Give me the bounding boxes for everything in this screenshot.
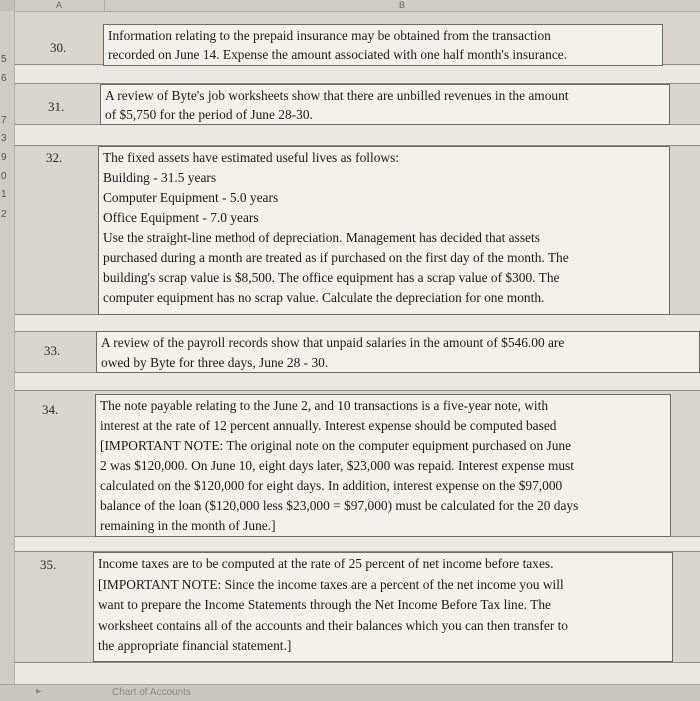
text-line: balance of the loan ($120,000 less $23,000 = $97,000) must be calculated for the 20 days [100,498,579,513]
column-header-bar [0,0,700,12]
item-text-cell[interactable] [96,331,700,373]
blank-row[interactable] [15,536,700,552]
row-header[interactable]: 3 [1,133,7,144]
blank-row[interactable] [15,124,700,146]
item-text-cell[interactable] [93,552,673,662]
item-number[interactable]: 31. [48,99,65,114]
row-header[interactable]: 9 [1,152,7,163]
item-number[interactable]: 30. [50,40,67,55]
text-line: [IMPORTANT NOTE: The original note on the computer equipment purchased on June [100,438,572,453]
select-all-corner[interactable] [0,0,15,11]
item-text-cell[interactable] [103,24,663,66]
text-line: The note payable relating to the June 2, and 10 transactions is a five-year note, with [100,398,549,413]
row-header[interactable]: 5 [1,54,7,65]
item-number[interactable]: 34. [42,402,59,417]
text-line: want to prepare the Income Statements through the Net Income Before Tax line. The [98,597,551,612]
text-line: building's scrap value is $8,500. The office equipment has a scrap value of $300. The [103,270,560,285]
blank-row[interactable] [15,372,700,391]
column-header-a[interactable]: A [14,0,105,11]
text-line: Computer Equipment - 5.0 years [103,190,279,205]
text-line: recorded on June 14. Expense the amount associated with one half month's insurance. [108,47,568,62]
text-line: worksheet contains all of the accounts and their balances which you can then transfer to [98,617,568,633]
item-text-cell[interactable] [100,84,670,125]
text-line: A review of the payroll records show that unpaid salaries in the amount of $546.00 are [101,335,565,350]
sheet-tab-chart-of-accounts[interactable]: Chart of Accounts [112,687,191,698]
text-line: Office Equipment - 7.0 years [103,210,259,225]
row-header[interactable]: 1 [1,189,7,200]
text-line: Building - 31.5 years [103,170,217,185]
text-line: calculated on the $120,000 for eight days. In addition, interest expense on the $97,000 [100,478,563,493]
text-line: Income taxes are to be computed at the rate of 25 percent of net income before taxes. [98,556,554,571]
text-line: remaining in the month of June.] [100,518,276,533]
tab-scroll-right-icon[interactable]: ▸ [36,686,42,697]
row-header[interactable]: 7 [1,115,7,126]
text-line: Use the straight-line method of depreciation. Management has decided that assets [103,230,540,245]
text-line: interest at the rate of 12 percent annually. Interest expense should be computed based [100,418,557,433]
text-line: purchased during a month are treated as if purchased on the first day of the month. The [103,250,569,265]
blank-row[interactable] [15,64,700,84]
sheet-tab-bar [0,684,700,701]
row-header[interactable]: 2 [1,209,7,220]
text-line: owed by Byte for three days, June 28 - 30. [101,355,329,370]
item-text-cell[interactable] [95,394,671,537]
item-number[interactable]: 33. [44,343,61,358]
row-header-bar [0,11,15,700]
row-header[interactable]: 6 [1,73,7,84]
item-text-cell[interactable] [98,146,670,315]
text-line: Information relating to the prepaid insurance may be obtained from the transaction [108,28,551,43]
text-line: A review of Byte's job worksheets show that there are unbilled revenues in the amount [105,88,569,103]
item-number[interactable]: 32. [46,150,63,165]
text-line: 2 was $120,000. On June 10, eight days later, $23,000 was repaid. Interest expense must [100,458,574,473]
text-line: the appropriate financial statement.] [98,638,292,653]
text-line: [IMPORTANT NOTE: Since the income taxes are a percent of the net income you will [98,576,564,592]
text-line: computer equipment has no scrap value. Calculate the depreciation for one month. [103,290,545,305]
item-number[interactable]: 35. [40,557,57,572]
column-header-b[interactable]: B [398,0,405,10]
blank-row[interactable] [15,662,700,686]
text-line: of $5,750 for the period of June 28-30. [105,107,313,122]
blank-row[interactable] [15,314,700,332]
row-header[interactable]: 0 [1,171,7,182]
text-line: The fixed assets have estimated useful lives as follows: [103,150,400,165]
